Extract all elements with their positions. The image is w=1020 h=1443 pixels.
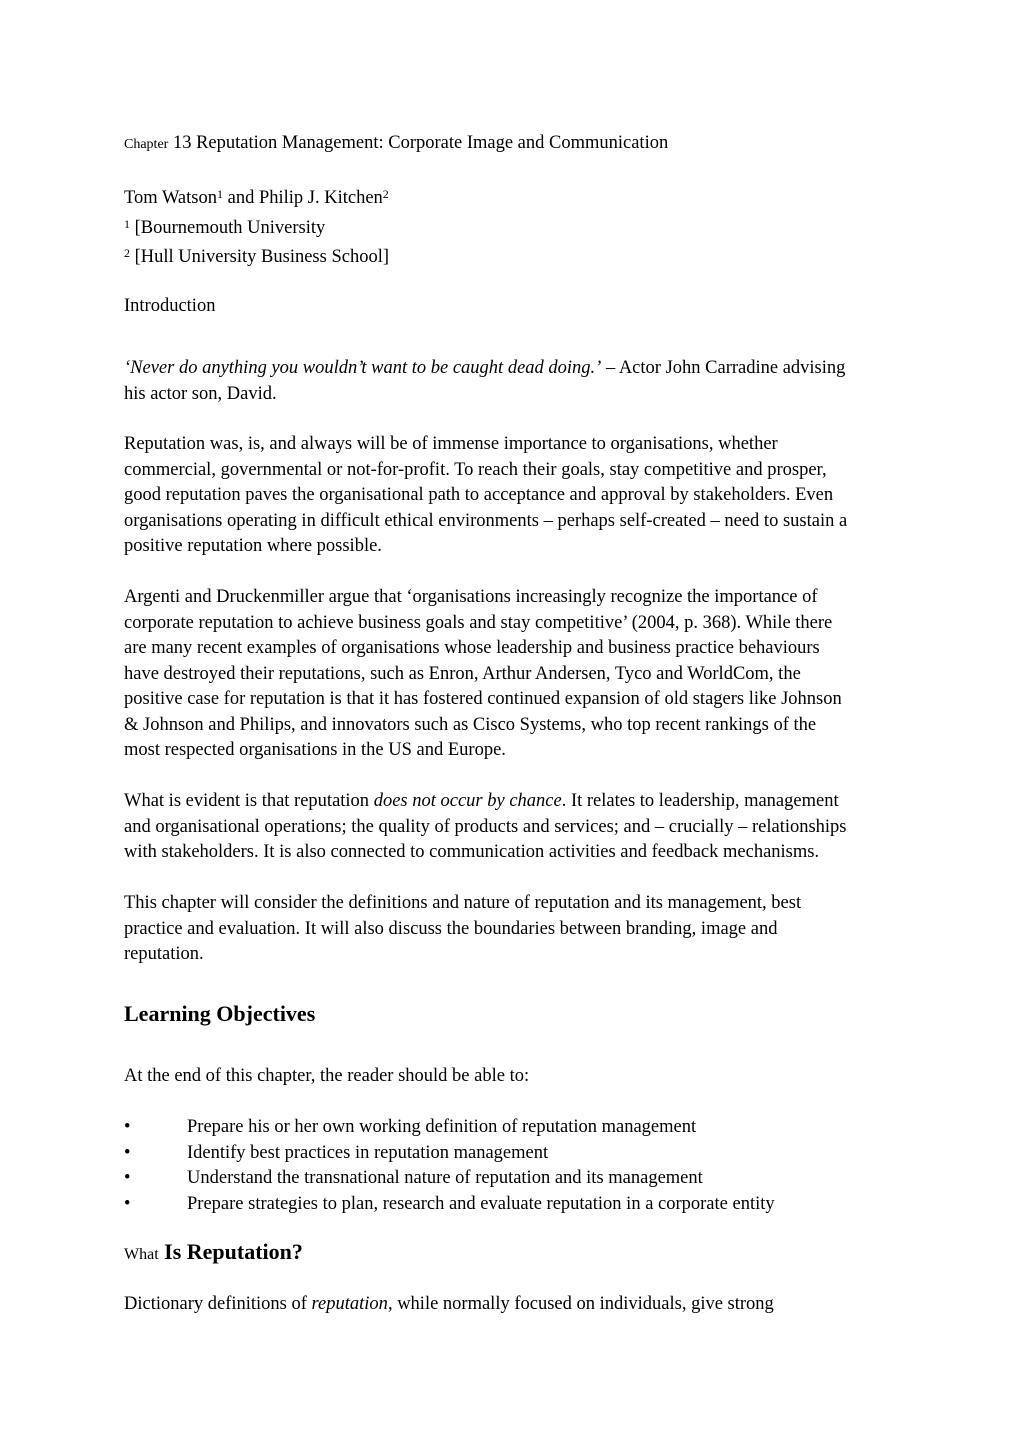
text: . It relates to leadership, management [561, 791, 839, 811]
text-line [124, 585, 842, 611]
text: organisations operating in difficult ethical environments – perhaps self-created – need to sustain a [124, 510, 848, 531]
list-item: • Identify best practices in reputation management [124, 1142, 549, 1163]
text: This chapter will consider the definitions and nature of reputation and its management, best [124, 893, 802, 913]
section-heading-what-is-reputation: What Is Reputation? [124, 1239, 303, 1264]
text: commercial, governmental or not-for-profit. To reach their goals, stay competitive and prosper, [124, 459, 827, 480]
text: most respected organisations in the US and Europe. [124, 740, 506, 760]
text-line [124, 534, 847, 560]
affiliation-2: $^2$ [Hull University Business School] [124, 246, 389, 267]
text-line [124, 713, 842, 739]
text: What is evident is that reputation [124, 791, 374, 811]
text: positive reputation where possible. [124, 536, 382, 556]
text-line [124, 815, 847, 841]
text: good reputation paves the organisational path to acceptance and approval by stakeholders. Even [124, 485, 834, 505]
quote-paragraph [124, 356, 845, 407]
text: corporate reputation to achieve business goals and stay competitive’ (2004, p. 368). While there [124, 612, 833, 633]
text: are many recent examples of organisations whose leadership and business practice behaviours [124, 638, 820, 658]
text: and organisational operations; the quality of products and services; and – crucially – relationships [124, 816, 847, 837]
text-line [124, 483, 847, 509]
text-line [124, 917, 801, 943]
list-item: • Prepare strategies to plan, research and evaluate reputation in a corporate entity [124, 1193, 775, 1214]
learning-objectives-heading: Learning Objectives [124, 1001, 316, 1026]
text-line [124, 840, 847, 866]
text: – Actor John Carradine advising [601, 358, 846, 378]
text-line [124, 509, 847, 535]
list-item: • Understand the transnational nature of reputation and its management [124, 1168, 703, 1188]
text-line [124, 687, 842, 713]
text-line [124, 662, 842, 688]
paragraph [124, 1292, 774, 1318]
paragraph [124, 432, 847, 560]
text: Reputation was, is, and always will be of immense importance to organisations, whether [124, 434, 778, 454]
affiliation-1: $^1$ [Bournemouth University [124, 216, 326, 238]
text: reputation. [124, 944, 204, 964]
italic-text: reputation [311, 1294, 388, 1314]
text-line [124, 636, 842, 662]
paragraph [124, 789, 847, 866]
text-line [124, 458, 847, 484]
text: positive case for reputation is that it has fostered continued expansion of old stagers like Johnson [124, 689, 842, 709]
text: , while normally focused on individuals, give strong [387, 1294, 774, 1314]
paragraph [124, 891, 801, 968]
text-line [124, 942, 801, 968]
italic-text: does not occur by chance [373, 791, 562, 811]
list-item: • Prepare his or her own working definition of reputation management [124, 1117, 697, 1137]
authors: Tom Watson$^1$ and Philip J. Kitchen$^2$ $^1$ [Bournemouth University $^2$ [Hull University Business School] [124, 182, 389, 271]
text-line [124, 432, 847, 458]
objectives-intro: At the end of this chapter, the reader should be able to: [124, 1066, 530, 1086]
text: & Johnson and Philips, and innovators such as Cisco Systems, who top recent rankings of the [124, 714, 817, 735]
objectives-list [124, 1115, 775, 1217]
text-line [124, 382, 845, 408]
text: Dictionary definitions of [124, 1294, 312, 1314]
text: his actor son, David. [124, 383, 277, 404]
italic-text: ‘Never do anything you wouldn’t want to be caught dead doing.’ [124, 358, 602, 378]
text-line [124, 738, 842, 764]
text-line [124, 356, 845, 382]
text-line [124, 891, 801, 917]
chapter-title: Chapter 13 Reputation Management: Corporate Image and Communication [124, 133, 669, 153]
text-line [124, 789, 847, 815]
text: with stakeholders. It is also connected to communication activities and feedback mechanisms. [124, 842, 820, 862]
text: practice and evaluation. It will also discuss the boundaries between branding, image and [124, 918, 778, 939]
intro-heading: Introduction [124, 296, 216, 316]
text-line [124, 611, 842, 637]
text: Argenti and Druckenmiller argue that ‘organisations increasingly recognize the importance of [124, 587, 818, 607]
text: have destroyed their reputations, such as Enron, Arthur Andersen, Tyco and WorldCom, the [124, 663, 801, 684]
paragraph [124, 585, 842, 764]
text-line [124, 1292, 774, 1318]
